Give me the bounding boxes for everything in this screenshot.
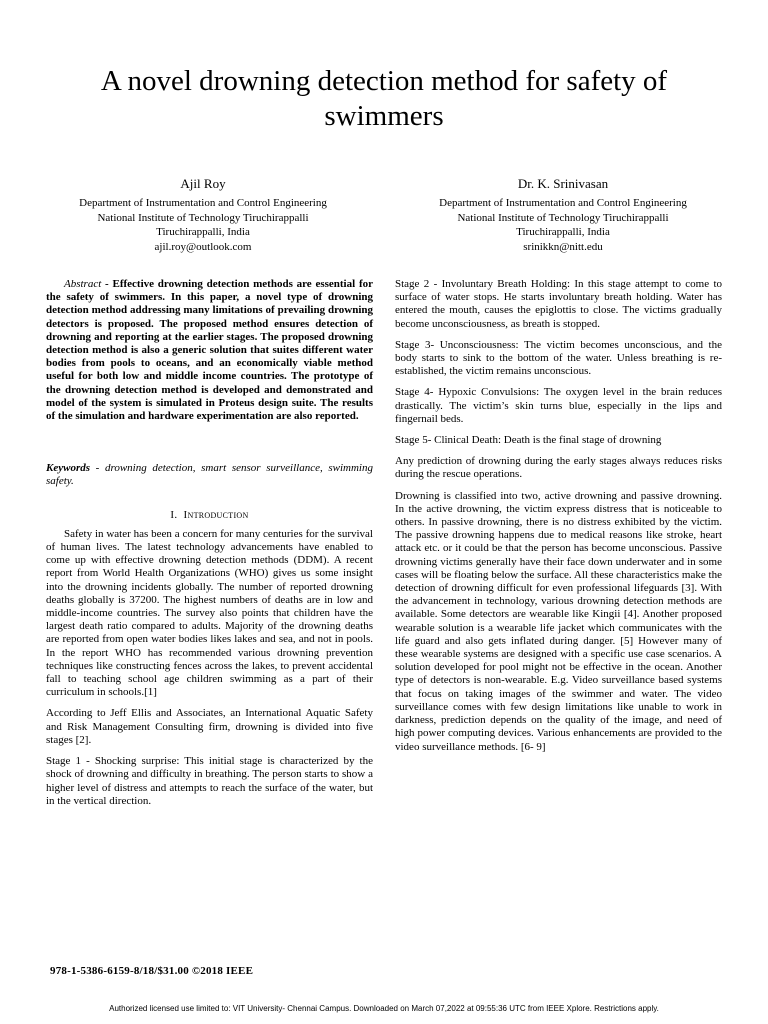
- author-1: [33, 176, 373, 254]
- author-1-email[interactable]: ajil.roy@outlook.com: [154, 240, 252, 253]
- author-2-institute: National Institute of Technology Tiruchirappalli: [457, 211, 669, 224]
- copyright-notice: 978-1-5386-6159-8/18/$31.00 ©2018 IEEE: [50, 965, 254, 977]
- author-2-department: Department of Instrumentation and Control Engineering: [439, 197, 687, 209]
- author-2-location: Tiruchirappalli, India: [516, 226, 610, 238]
- stage-5-paragraph: Stage 5- Clinical Death: Death is the final stage of drowning: [395, 434, 662, 447]
- keywords: [46, 462, 373, 488]
- paper-title: A novel drowning detection method for safety of swimmers: [100, 65, 668, 132]
- author-2: [393, 176, 733, 254]
- prediction-paragraph: Any prediction of drowning during the early stages always reduces risks during the rescue operations.: [395, 455, 722, 481]
- right-column: [395, 278, 722, 762]
- intro-paragraph-1: Safety in water has been a concern for many centuries for the survival of human lives. The latest technology advancements have enabled to come up with effective drowning detection methods (DDM). A recent report from World Health Organizations (WHO) gives us some insight into the drowning incidents globally. The number of reported drowning deaths globally is 37200. The highest numbers of deaths are in low and middle-income countries. The survey also points that children have the largest death ratio compared to adults. Majority of the drowning deaths are reported from open water bodies likes lakes and sea, and not in pools. In the report WHO has recommended various drowning prevention techniques like constructing fences across the lakes, to prevent accidental fall to teaching school age children swimming as a part of their curriculum in schools.[1]: [46, 527, 373, 699]
- author-2-name: Dr. K. Srinivasan: [517, 176, 609, 191]
- section-numeral: I.: [170, 508, 178, 521]
- left-column: [46, 278, 373, 816]
- license-footer: Authorized licensed use limited to: VIT University- Chennai Campus. Downloaded on March 07,2022 at 09:55:36 UTC from IEEE Xplore. Restrictions apply.: [109, 1004, 659, 1013]
- stage-1-paragraph: Stage 1 - Shocking surprise: This initial stage is characterized by the shock of drowning and difficulty in breathing. The person starts to show a higher level of distress and attempts to reach the surface of the water, but in the vertical direction.: [46, 755, 373, 807]
- author-1-location: Tiruchirappalli, India: [156, 226, 250, 238]
- stage-4-paragraph: Stage 4- Hypoxic Convulsions: The oxygen level in the brain reduces drastically. The victim’s skin turns blue, especially in the lips and fingernail beds.: [395, 386, 722, 425]
- abstract-label: Abstract: [64, 278, 102, 290]
- intro-paragraph-2: According to Jeff Ellis and Associates, an International Aquatic Safety and Risk Management Consulting firm, drowning is divided into five stages [2].: [46, 707, 373, 746]
- abstract: [46, 278, 373, 423]
- author-2-email[interactable]: srinikkn@nitt.edu: [523, 240, 603, 253]
- author-1-institute: National Institute of Technology Tiruchirappalli: [97, 211, 309, 224]
- keywords-label: Keywords: [46, 462, 90, 475]
- classification-paragraph: Drowning is classified into two, active drowning and passive drowning. In the active drowning, the victim express distress that is noticeable to others. In passive drowning, there is no distress exhibited by the victim. The passive drowning happens due to medical reasons like stroke, heart attack etc. or it could be that the person has become unconscious. Passive drowning victims generally have their face down underwater and in some cases will be floating below the surface. All these characteristics make the detection of drowning difficult for even professional lifeguards [3]. With the advancement in technology, various drowning detection methods are available. Some detectors are wearable like Kingii [4]. Another proposed wearable solution is a wearable life jacket which communicates with the life guard and also gets inflated during danger. [5] However many of these wearable systems are designed with a specific use case scenarios. A solution developed for pool might not be effective in the ocean. Another type of detectors is non-wearable. E.g. Video surveillance based systems that focus on taking images of the swimmer and water. The video surveillance comes with few design limitations like unable to work in darkness, prediction depends on the quality of the image, and need of high power computing devices. Various enhancements are provided to the video surveillance methods. [6- 9]: [395, 489, 722, 753]
- stage-2-paragraph: Stage 2 - Involuntary Breath Holding: In this stage attempt to come to surface of water stops. He starts involuntary breath holding. Water has entered the mouth, causes the epiglottis to close. The victims gradually become unconsciousness, as breath is stopped.: [395, 278, 722, 330]
- keywords-text: - drowning detection, smart sensor surveillance, swimming safety.: [46, 462, 373, 488]
- author-1-name: Ajil Roy: [180, 176, 226, 191]
- stage-3-paragraph: Stage 3- Unconsciousness: The victim becomes unconscious, and the body starts to sink to the bottom of the water. Unless breathing is re-established, the victim remains unconscious.: [395, 338, 722, 378]
- section-heading-introduction: [46, 509, 373, 522]
- author-1-department: Department of Instrumentation and Control Engineering: [79, 197, 327, 209]
- section-title: Introduction: [183, 508, 249, 521]
- abstract-text: - Effective drowning detection methods are essential for the safety of swimmers. In this paper, a novel type of drowning detection method addressing many limitations of prevailing drowning detectors is proposed. The proposed method ensures detection of drowning and reporting at the earlier stages. The proposed drowning detection method is also a generic solution that suites different water bodies from pools to oceans, and an economically viable method useful for both low and middle income countries. The prototype of the drowning detection method is developed and demonstrated and model of the system is simulated in Proteus design suite. The results of the simulation and hardware experimentation are also reported.: [46, 278, 373, 423]
